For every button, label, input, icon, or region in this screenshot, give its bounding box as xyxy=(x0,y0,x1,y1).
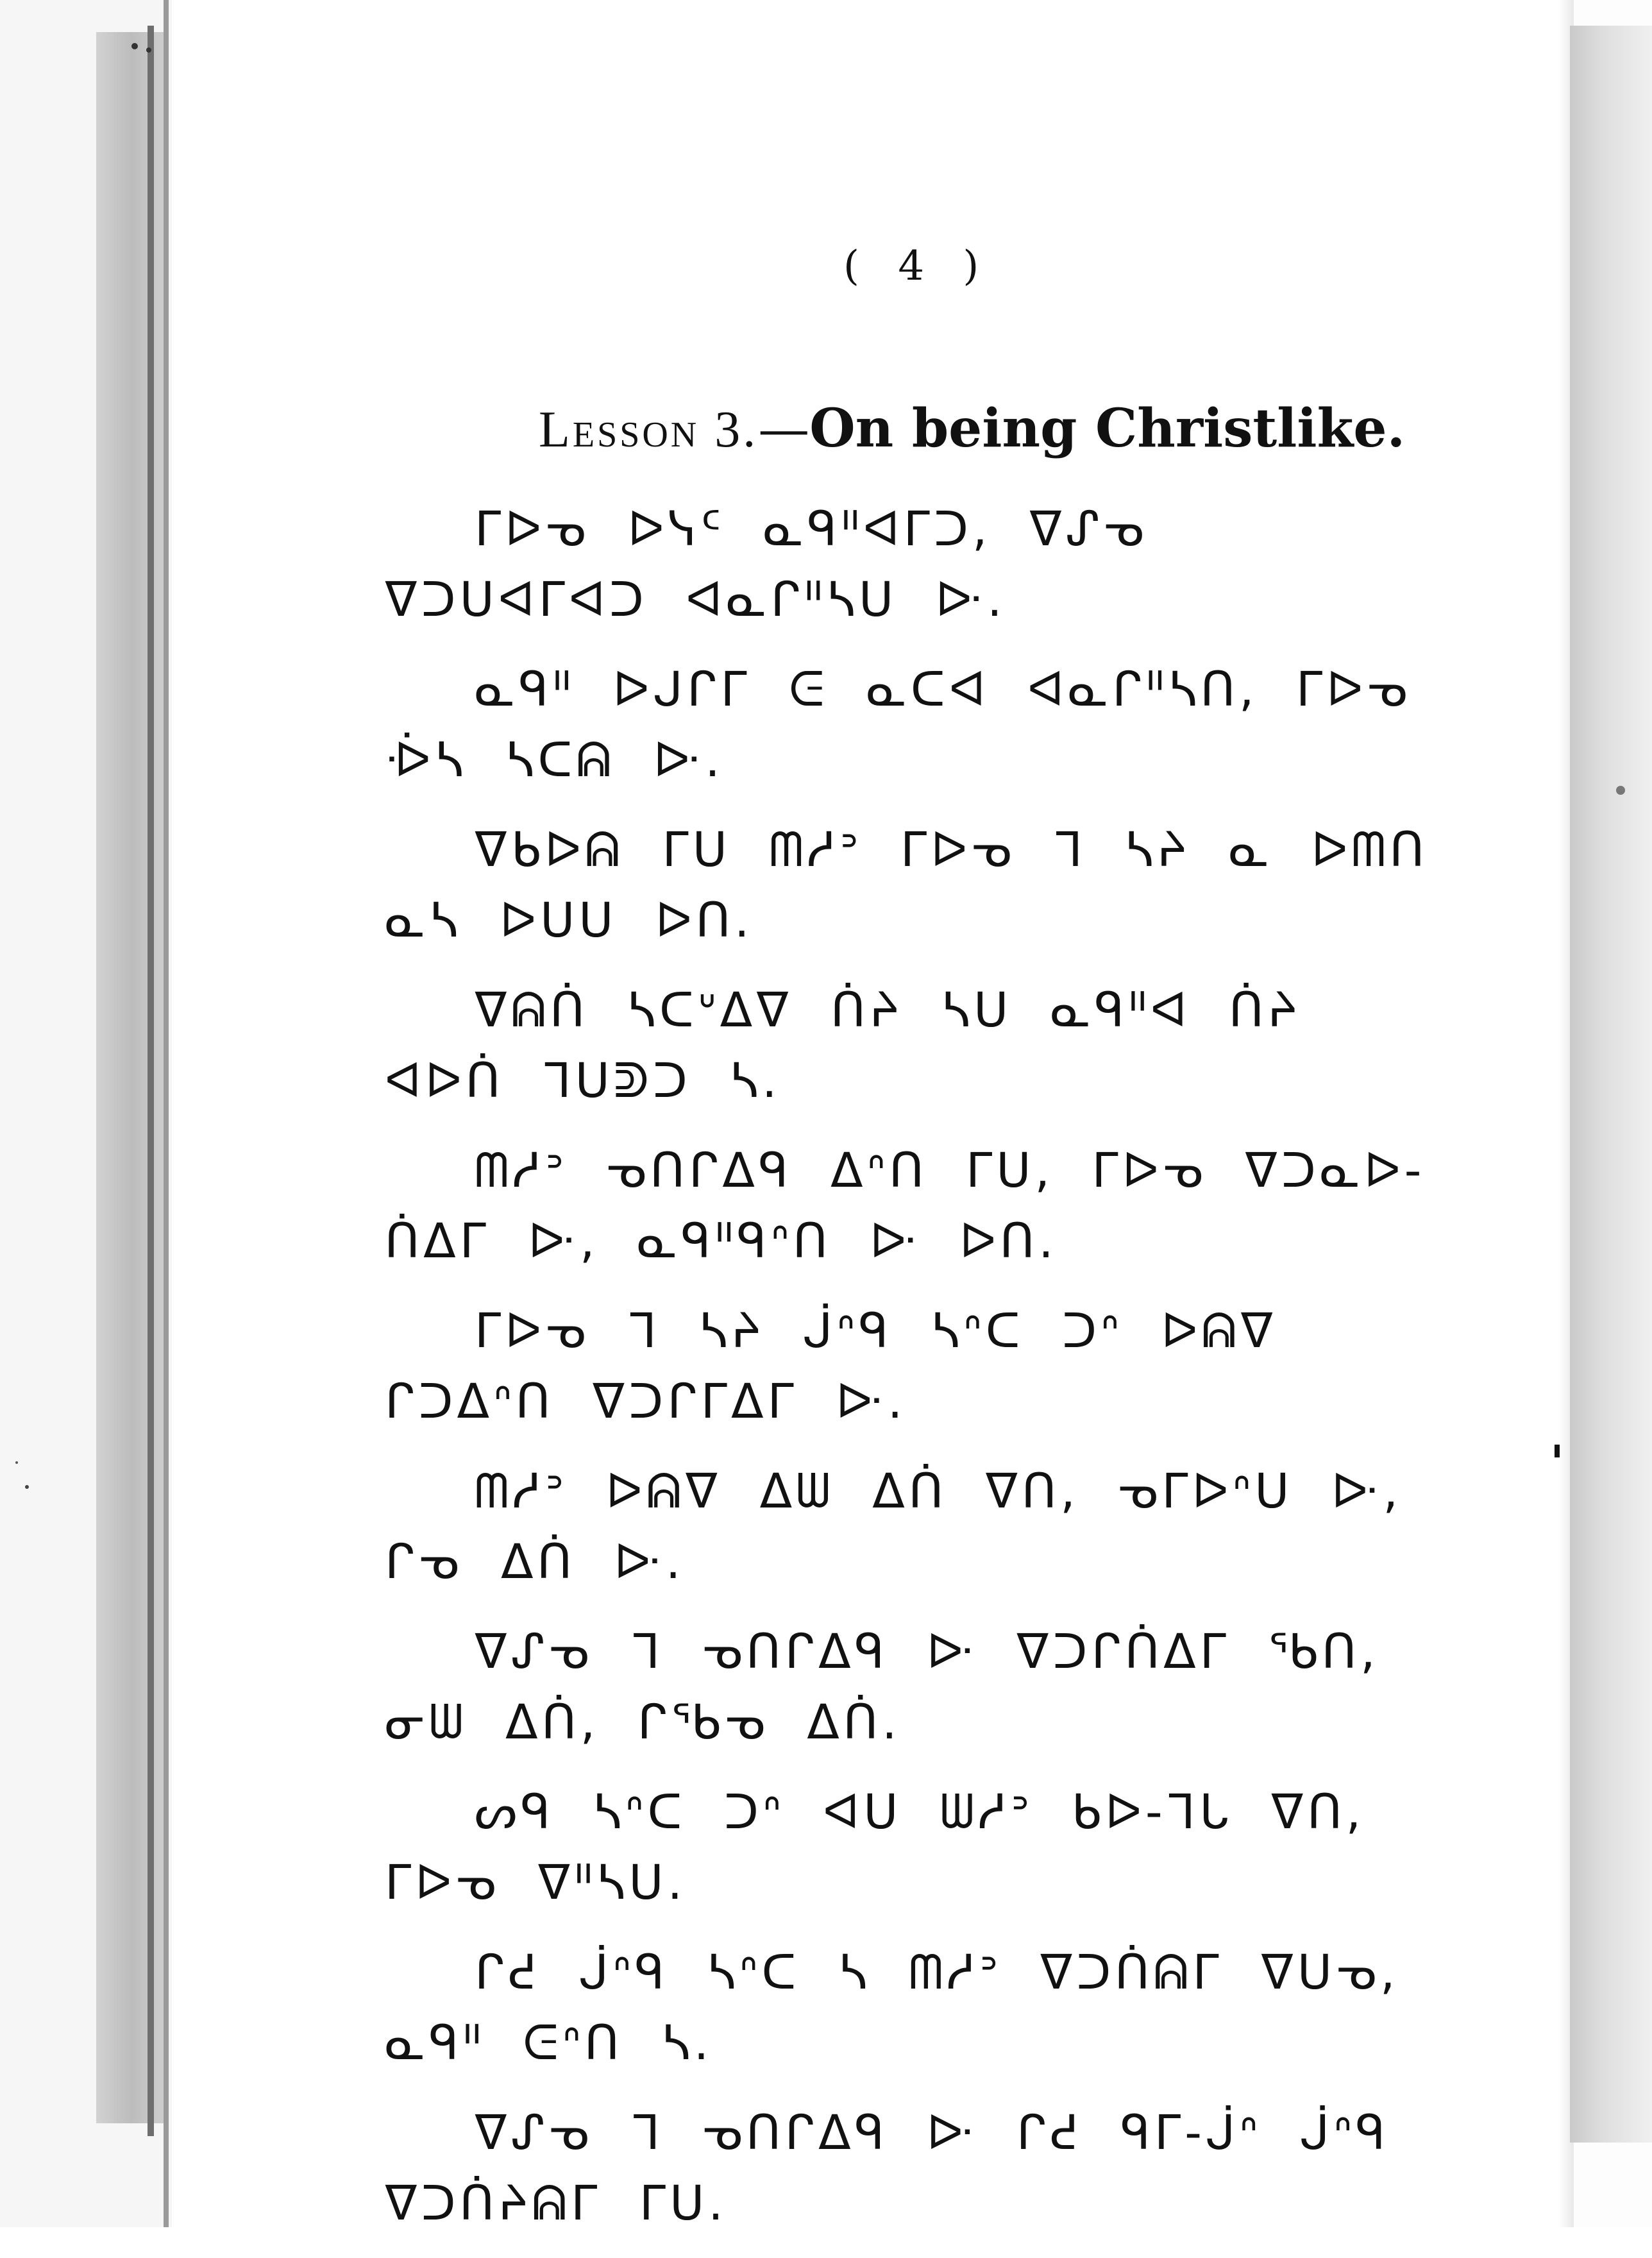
lesson-text xyxy=(385,494,1437,2258)
right-margin-shadow xyxy=(1570,26,1652,2143)
lesson-label: Lesson 3. xyxy=(539,402,759,458)
paragraph: ᐁᔑᓀ ᒣ ᓀᑎᒋᐃᑫ ᐓ ᒋᕍ ᑫᒥ-ᒎᐢ ᒎᐢᑫ ᐁᑐᑏᔨᕱᒥ ᒥᑌ. xyxy=(385,2105,1390,2231)
paragraph: ᒥᐅᓀ ᒣ ᓴᔨ ᒎᐢᑫ ᓴᐢᑕ ᑐᐢ ᐅᕱᐁ ᒋᑐᐃᐢᑎ ᐁᑐᒋᒥᐃᒥ ᐓ. xyxy=(385,1303,1277,1429)
paragraph: ᓇᑫᐦ ᐅᒍᒋᒥ ᕮ ᓇᑕᐊ ᐊᓇᒋᐦᓴᑎ, ᒥᐅᓀ ᐔᓴ ᓴᑕᕱ ᐓ. xyxy=(385,662,1412,788)
lesson-heading xyxy=(539,398,1406,459)
paragraph: ᐁᔑᓀ ᒣ ᓀᑎᒋᐃᑫ ᐓ ᐁᑐᒋᑏᐃᒥ ᖃᑎ, ᓂᗯ ᐃᑏ, ᒋᖃᓀ ᐃᑏ. xyxy=(385,1624,1379,1750)
page-number: ( 4 ) xyxy=(843,242,992,290)
page-edge-line xyxy=(148,26,154,2136)
paragraph: ᐁᕱᑏ ᓴᑕᐡᐃᐁ ᑏᔨ ᓴᑌ ᓇᑫᐦᐊ ᑏᔨ ᐊᐅᑏ ᒣᑌᕲᑐ ᓴ. xyxy=(385,983,1301,1108)
paragraph: ᒋᕍ ᒎᐢᑫ ᓴᐢᑕ ᓴ ᗰᓱᐣ ᐁᑐᑏᕱᒥ ᐁᑌᓀ, ᓇᑫᐦ ᕮᐢᑎ ᓴ. xyxy=(385,1945,1399,2071)
lesson-title: On being Christlike. xyxy=(809,398,1406,459)
paragraph: ᐁᑲᐅᕱ ᒥᑌ ᗰᓱᐣ ᒥᐅᓀ ᒣ ᓴᔨ ᓇ ᐅᗰᑎ ᓇᓴ ᐅᑌᑌ ᐅᑎ. xyxy=(385,822,1428,948)
paragraph: ᗰᓱᐣ ᓀᑎᒋᐃᑫ ᐃᐢᑎ ᒥᑌ, ᒥᐅᓀ ᐁᑐᓇᐅ-ᑏᐃᒥ ᐓ, ᓇᑫᐦᑫᐢᑎ ᐓ ᐅᑎ. xyxy=(385,1143,1426,1269)
page-edge-line-outer xyxy=(164,0,169,2227)
paragraph: ᗰᓱᐣ ᐅᕱᐁ ᐃᗯ ᐃᑏ ᐁᑎ, ᓀᒥᐅᐢᑌ ᐓ, ᒋᓀ ᐃᑏ ᐓ. xyxy=(385,1464,1402,1590)
binding-shadow xyxy=(96,32,167,2123)
paragraph: ᒥᐅᓀ ᐅᓭᑦ ᓇᑫᐦᐊᒥᑐ, ᐁᔑᓀ ᐁᑐᑌᐊᒥᐊᑐ ᐊᓇᒋᐦᓴᑌ ᐓ. xyxy=(385,502,1148,627)
lesson-separator: — xyxy=(758,399,810,459)
paragraph: ᔕᑫ ᓴᐢᑕ ᑐᐢ ᐊᑌ ᗯᓱᐣ ᑲᐅ-ᒣᒐ ᐁᑎ, ᒥᐅᓀ ᐁᐦᓴᑌ. xyxy=(385,1785,1365,1910)
